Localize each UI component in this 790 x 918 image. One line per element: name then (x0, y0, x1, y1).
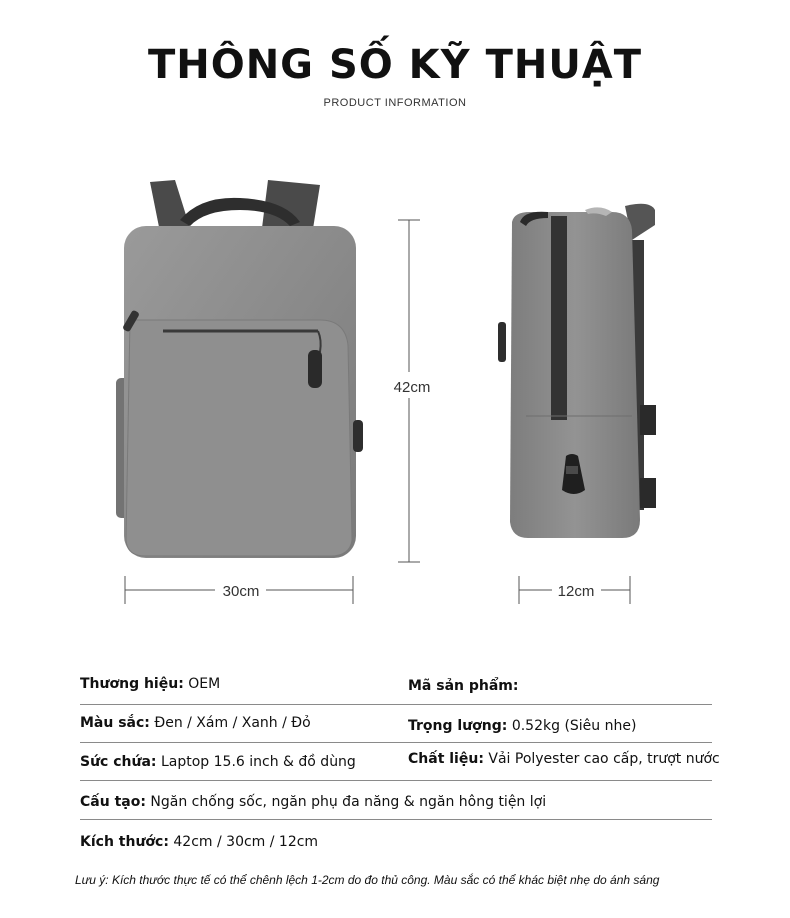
spec-color: Màu sắc: Đen / Xám / Xanh / Đỏ (80, 715, 311, 731)
spec-material: Chất liệu: Vải Polyester cao cấp, trượt nước (408, 751, 720, 767)
spec-brand: Thương hiệu: OEM (80, 676, 221, 692)
height-label: 42cm (393, 379, 431, 396)
side-zipper (551, 216, 567, 420)
divider (80, 780, 712, 781)
zipper-pull (308, 350, 322, 388)
spec-structure: Cấu tạo: Ngăn chống sốc, ngăn phụ đa năng & ngăn hông tiện lợi (80, 794, 547, 810)
width-dimension (125, 576, 353, 604)
spec-sku: Mã sản phẩm: (408, 678, 519, 694)
backpack-side-view (498, 204, 656, 538)
width-label: 30cm (222, 583, 260, 600)
spec-capacity: Sức chứa: Laptop 15.6 inch & đồ dùng (80, 754, 356, 770)
spec-weight: Trọng lượng: 0.52kg (Siêu nhe) (408, 718, 637, 734)
usb-port (353, 420, 363, 452)
page-title: THÔNG SỐ KỸ THUẬT (147, 42, 643, 88)
depth-label: 12cm (557, 583, 595, 600)
divider (80, 819, 712, 820)
spec-size: Kích thước: 42cm / 30cm / 12cm (80, 834, 319, 850)
footnote: Lưu ý: Kích thước thực tế có thể chênh lệch 1-2cm do đo thủ công. Màu sắc có thể khác biệt nhẹ do ánh sáng (75, 873, 660, 887)
height-dimension (394, 220, 431, 562)
divider (80, 704, 712, 705)
divider (80, 742, 712, 743)
backpack-front-view (116, 180, 363, 558)
depth-dimension (519, 576, 630, 604)
page-subtitle: PRODUCT INFORMATION (323, 97, 467, 109)
left-shoulder-strap (150, 180, 190, 232)
